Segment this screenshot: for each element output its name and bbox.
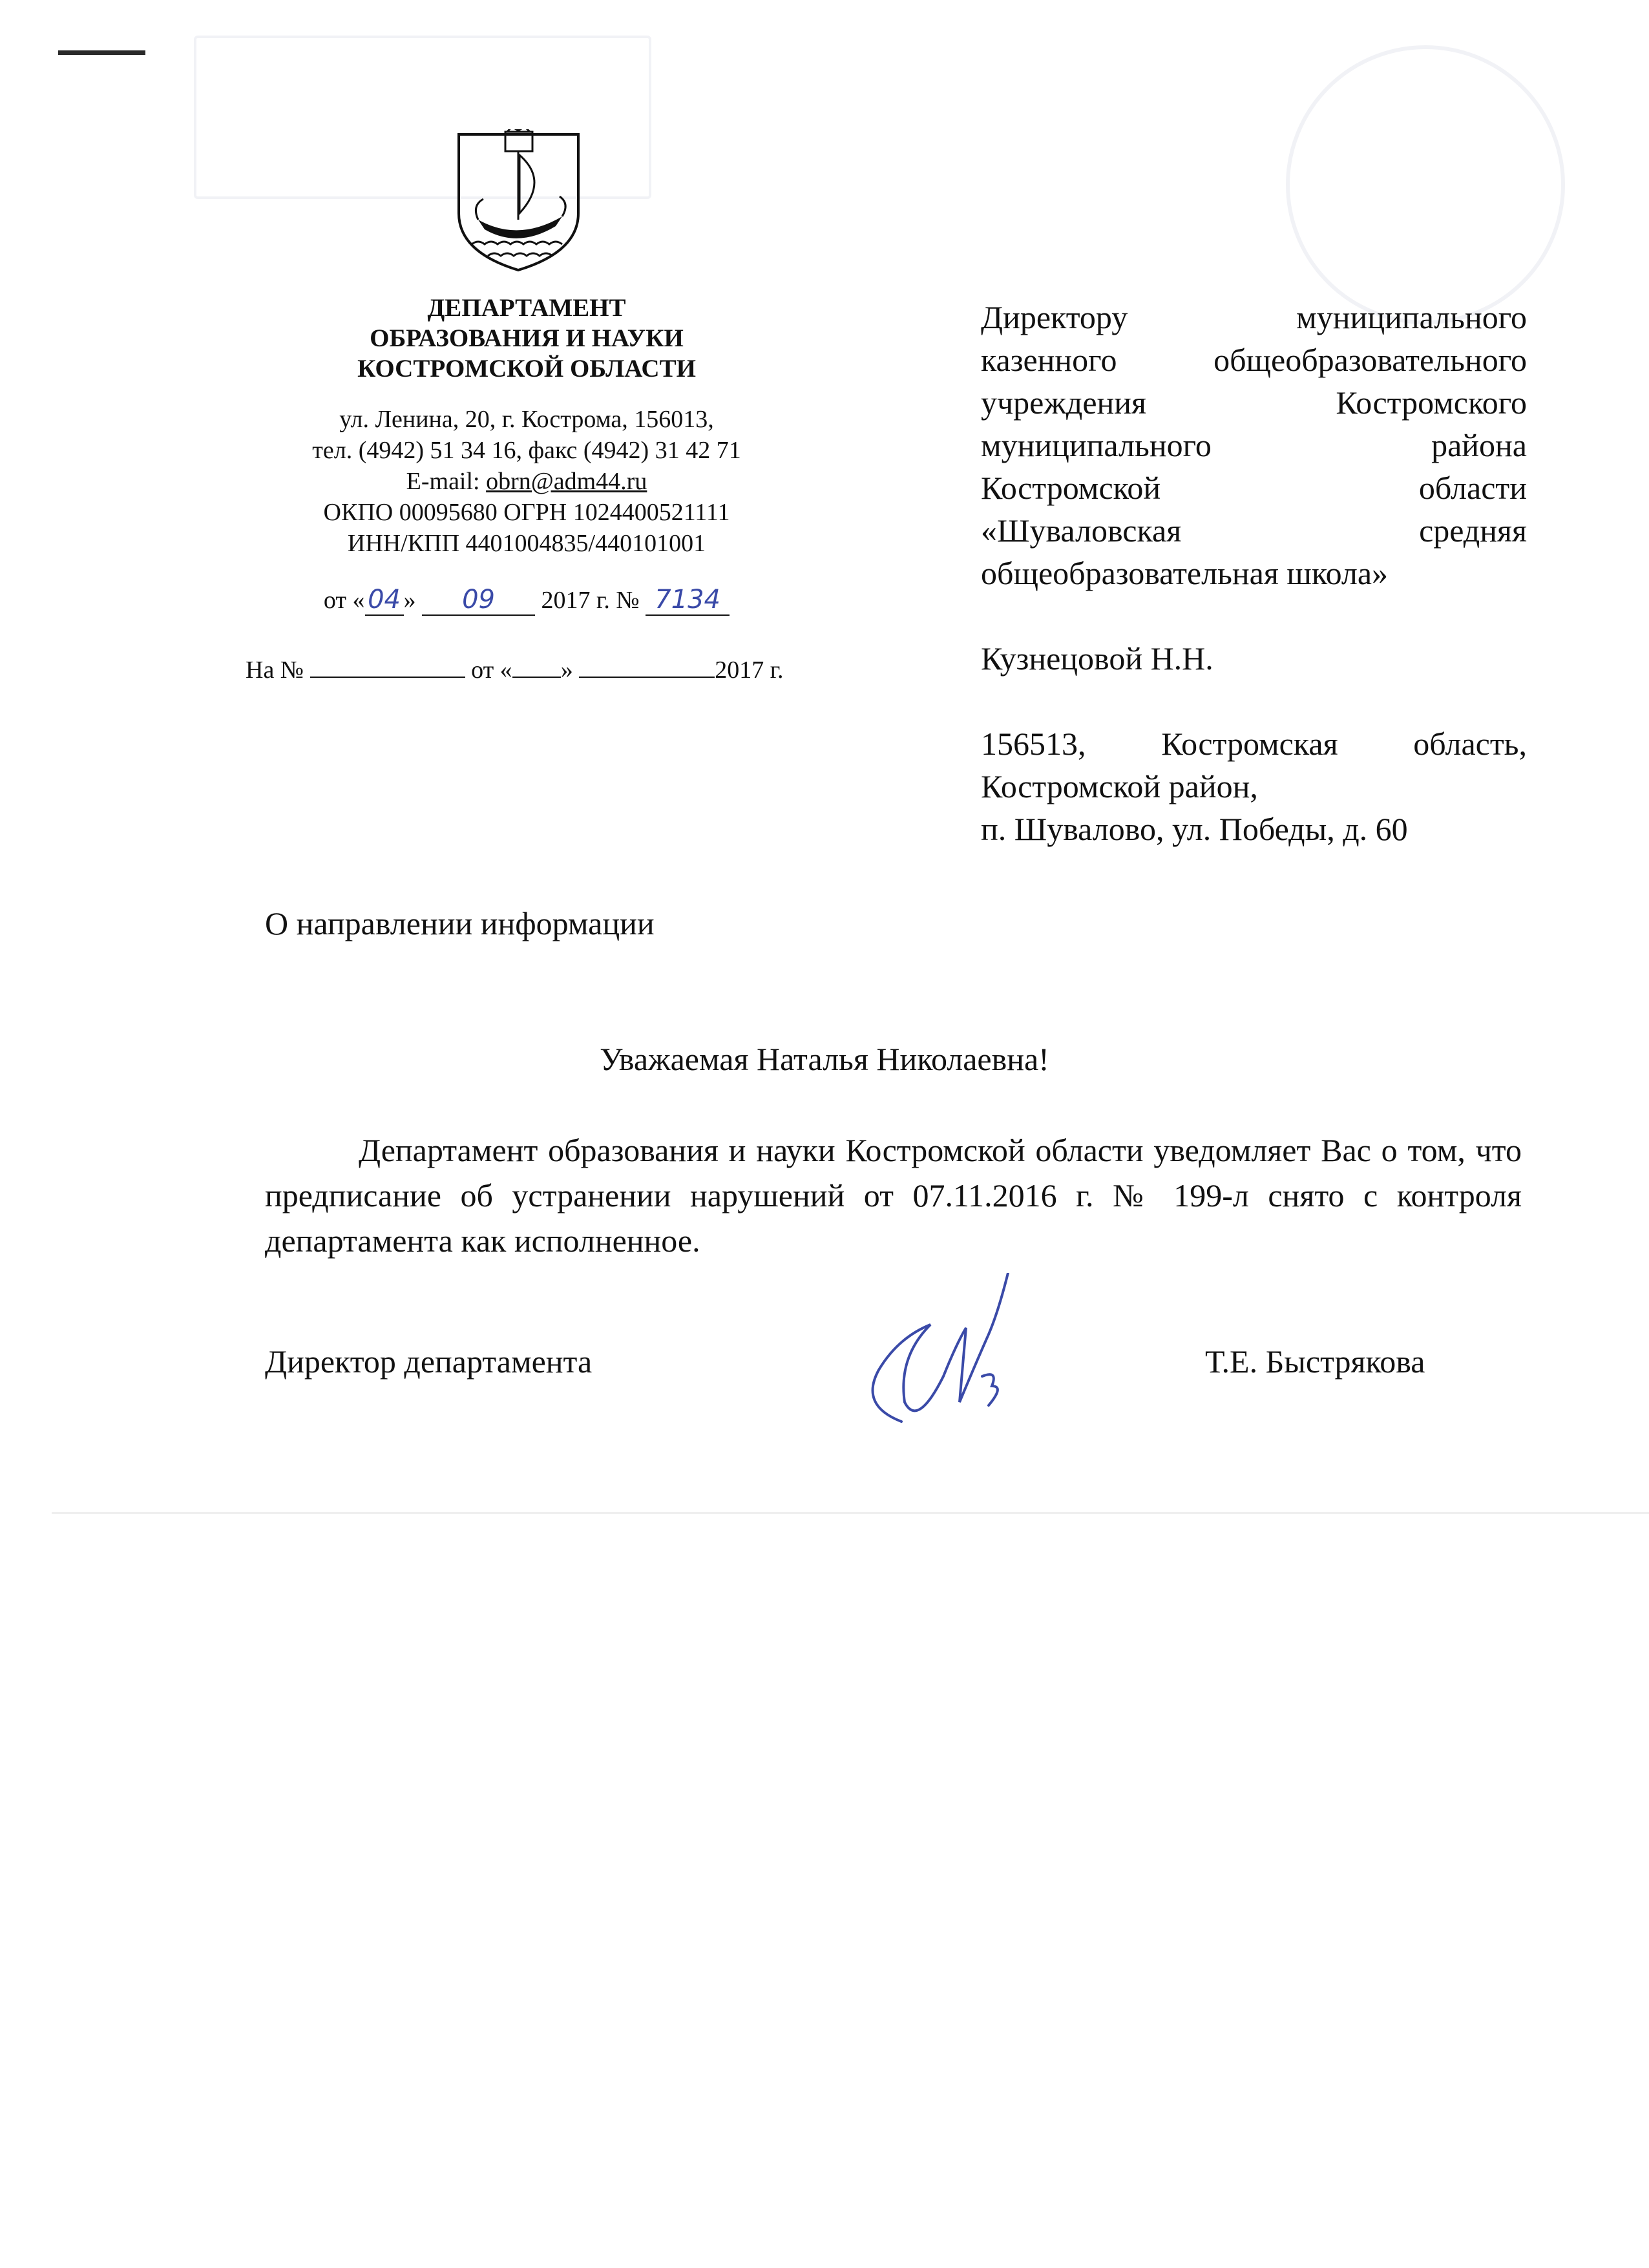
email-label: E-mail: [406,468,487,495]
reg-number-sign: № [616,587,640,614]
ref-from: от « [471,656,512,684]
reg-close-quote: » [403,587,416,614]
addressee-street: п. Шувалово, ул. Победы, д. 60 [981,811,1408,847]
reference-line [246,656,827,684]
addressee-line: «Шуваловская средняя [981,512,1527,549]
department-email-line [226,466,827,497]
ref-day-blank [512,656,561,678]
addressee-block [981,296,1527,850]
dept-title-line: ОБРАЗОВАНИЯ И НАУКИ [370,324,684,352]
addressee-district: Костромской район, [981,768,1258,804]
reg-year: 2017 г. [541,587,610,614]
addressee-name: Кузнецовой Н.Н. [981,640,1213,677]
addressee-gap [981,594,1527,637]
addressee-line: Директору муниципального [981,299,1527,335]
addressee-line: общеобразовательная школа» [981,555,1389,591]
signatory-position: Директор департамента [265,1343,593,1380]
department-title [226,293,827,384]
faded-stamp-circle [1286,45,1565,324]
dept-title-line: ДЕПАРТАМЕНТ [427,294,626,322]
email-link[interactable]: obrn@adm44.ru [486,468,647,495]
dept-title-line: КОСТРОМСКОЙ ОБЛАСТИ [357,355,696,383]
department-contacts [226,404,827,559]
letter-body [265,1128,1522,1263]
department-address: ул. Ленина, 20, г. Кострома, 156013, [339,406,714,433]
addressee-line: муниципального района [981,427,1527,463]
reg-month: 09 [422,585,535,616]
signatory-name: Т.Е. Быстрякова [1205,1343,1425,1380]
okpo-ogrn: ОКПО 00095680 ОГРН 1024400521111 [323,499,730,526]
registration-line [226,585,827,616]
scan-artifact-line [58,50,145,55]
reg-number: 7134 [646,585,730,616]
coat-of-arms-icon [452,129,585,275]
body-paragraph: Департамент образования и науки Костромской области уведомляет Вас о том, что предписание об устранении нарушений от 07.11.2016 г. № 199-л снято с контроля департамента как исполненное. [265,1132,1522,1259]
reg-day: 04 [365,585,404,616]
ref-month-blank [579,656,715,678]
department-phone: тел. (4942) 51 34 16, факс (4942) 31 42 71 [312,437,741,464]
ref-number-blank [310,656,465,678]
addressee-gap [981,680,1527,722]
ref-prefix: На № [246,656,304,684]
addressee-postal: 156513, Костромская область, [981,726,1527,762]
addressee-line: казенного общеобразовательного [981,342,1527,378]
addressee-line: Костромской области [981,470,1527,506]
letter-subject: О направлении информации [265,905,655,941]
inn-kpp: ИНН/КПП 4401004835/440101001 [347,530,706,557]
paper-fold-line [52,1512,1649,1514]
reg-from-prefix: от « [323,587,365,614]
letter-greeting: Уважаемая Наталья Николаевна! [600,1041,1049,1077]
addressee-line: учреждения Костромского [981,384,1527,421]
ref-close-quote: » [560,656,573,684]
handwritten-signature [853,1273,1060,1441]
ref-year: 2017 г. [715,656,784,684]
